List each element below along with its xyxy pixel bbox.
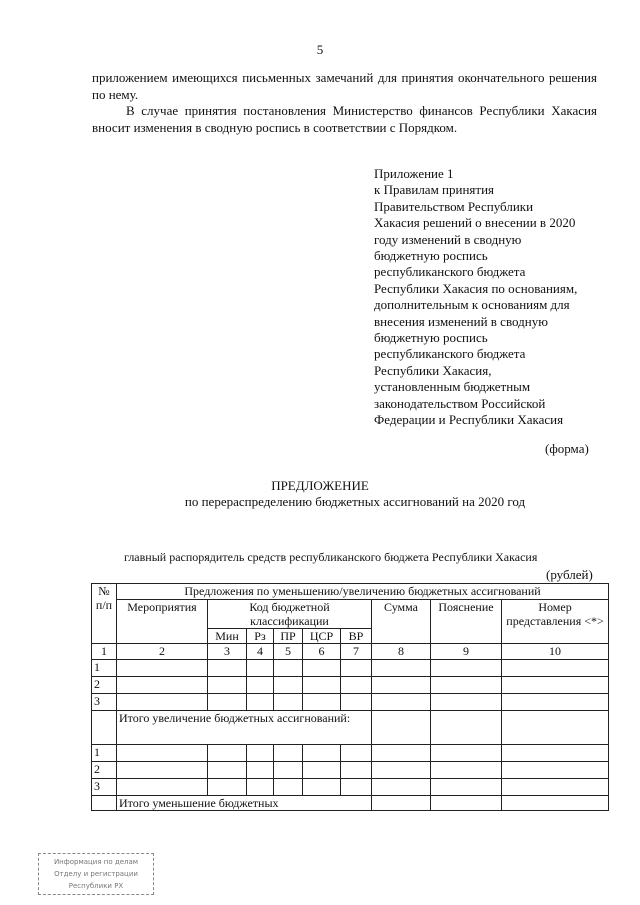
appendix-line: дополнительным к основаниям для — [374, 297, 570, 313]
page-number: 5 — [316, 42, 324, 57]
header-no: № п/п — [92, 584, 117, 644]
appendix-line: Республики Хакасия, — [374, 362, 492, 378]
header-event: Мероприятия — [117, 600, 208, 644]
appendix-line: к Правилам принятия — [374, 182, 495, 198]
stamp-line: Отделу и регистрации — [54, 870, 138, 878]
header-pr: ПР — [274, 629, 303, 644]
column-number: 7 — [341, 644, 372, 660]
row-number: 1 — [92, 745, 117, 762]
appendix-line: Федерации и Республики Хакасия — [374, 412, 564, 428]
appendix-line: республиканского бюджета — [374, 264, 526, 280]
table-row — [92, 745, 609, 762]
paragraph-1: приложением имеющихся письменных замечаний для принятия окончательного решения по нему. — [92, 70, 597, 102]
manager-line: главный распорядитель средств республиканского бюджета Республики Хакасия — [124, 550, 538, 564]
appendix-line: республиканского бюджета — [374, 346, 526, 362]
appendix-line: установленным бюджетным — [374, 379, 531, 395]
column-number: 9 — [431, 644, 502, 660]
column-number: 1 — [92, 644, 117, 660]
table-row — [92, 779, 609, 796]
appendix-block — [374, 166, 606, 429]
appendix-line: Правительством Республики — [374, 198, 534, 214]
total-increase-label: Итого увеличение бюджетных ассигнований: — [117, 711, 372, 745]
header-rz: Рз — [247, 629, 274, 644]
table-row — [92, 677, 609, 694]
row-number: 3 — [92, 779, 117, 796]
column-number: 3 — [208, 644, 247, 660]
appendix-line: бюджетную роспись — [374, 248, 488, 264]
column-number: 4 — [247, 644, 274, 660]
budget-table — [91, 583, 609, 811]
header-vr: ВР — [341, 629, 372, 644]
header-group: Предложения по уменьшению/увеличению бюджетных ассигнований — [117, 584, 609, 600]
total-decrease-label: Итого уменьшение бюджетных — [117, 796, 372, 811]
column-number: 8 — [372, 644, 431, 660]
column-number-row — [92, 644, 609, 660]
form-label: (форма) — [545, 441, 589, 456]
stamp-line: Республики РХ — [68, 882, 124, 890]
header-min: Мин — [208, 629, 247, 644]
total-increase-row — [92, 711, 609, 745]
row-number: 2 — [92, 762, 117, 779]
appendix-line: году изменений в сводную — [374, 231, 522, 247]
units-label: (рублей) — [546, 567, 593, 582]
header-csr: ЦСР — [303, 629, 341, 644]
row-number: 3 — [92, 694, 117, 711]
column-number: 2 — [117, 644, 208, 660]
column-number: 6 — [303, 644, 341, 660]
total-decrease-row — [92, 796, 609, 811]
table-row — [92, 660, 609, 677]
appendix-line: Республики Хакасия по основаниям, — [374, 280, 578, 296]
column-number: 5 — [274, 644, 303, 660]
appendix-line: внесения изменений в сводную — [374, 313, 548, 329]
document-subtitle: по перераспределению бюджетных ассигнований на 2020 год — [184, 494, 526, 509]
appendix-line: Приложение 1 — [374, 166, 454, 181]
appendix-line: законодательством Российской — [374, 395, 546, 411]
table-row — [92, 694, 609, 711]
appendix-line: Хакасия решений о внесении в 2020 — [374, 215, 576, 231]
header-number: Номер представления <*> — [502, 600, 609, 644]
appendix-line: бюджетную роспись — [374, 330, 488, 346]
row-number: 1 — [92, 660, 117, 677]
header-sum: Сумма — [372, 600, 431, 644]
table-row — [92, 762, 609, 779]
row-number: 2 — [92, 677, 117, 694]
header-note: Пояснение — [431, 600, 502, 644]
registration-stamp — [38, 853, 154, 895]
header-code: Код бюджетной классификации — [208, 600, 372, 629]
paragraph-2: В случае принятия постановления Министерство финансов Республики Хакасия вносит изменения в сводную роспись в соответствии с Порядком. — [92, 103, 597, 135]
column-number: 10 — [502, 644, 609, 660]
stamp-line: Информация по делам — [53, 858, 139, 866]
document-title: ПРЕДЛОЖЕНИЕ — [271, 478, 369, 493]
